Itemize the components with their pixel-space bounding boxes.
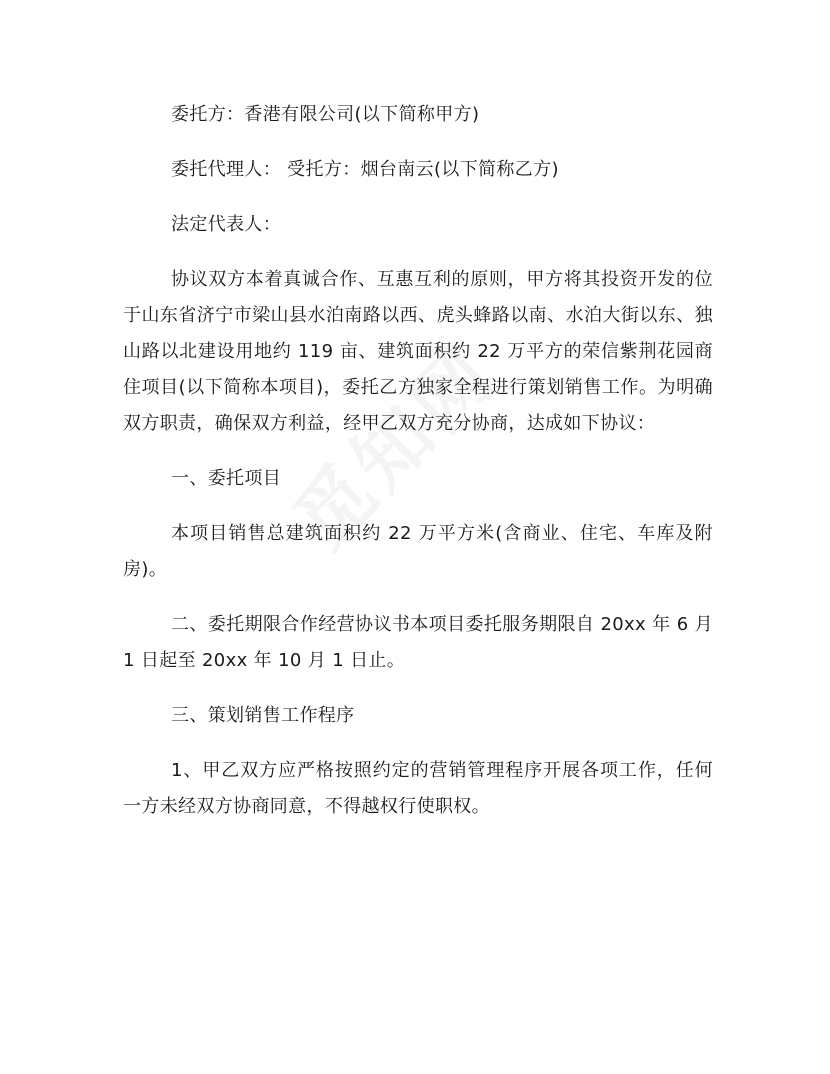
entrustment-period-paragraph: 二、委托期限合作经营协议书本项目委托服务期限自 20xx 年 6 月 1 日起至 20xx 年 10 月 1 日止。 <box>123 614 713 671</box>
document-body <box>123 97 713 844</box>
section-heading-entrusted-project: 一、委托项目 <box>171 468 282 489</box>
agreement-intro-paragraph: 协议双方本着真诚合作、互惠互利的原则，甲方将其投资开发的位于山东省济宁市梁山县水泊南路以西、虎头蜂路以南、水泊大街以东、独山路以北建设用地约 119 亩、建筑面积约 22 万平方的荣信紫荆花园商住项目(以下简称本项目)，委托乙方独家全程进行策划销售工作。为明确双方职责，确保双方利益，经甲乙双方充分协商，达成如下协议： <box>123 269 713 434</box>
procedure-item-1: 1、甲乙双方应严格按照约定的营销管理程序开展各项工作，任何一方未经双方协商同意，不得越权行使职权。 <box>123 760 713 817</box>
project-area-paragraph: 本项目销售总建筑面积约 22 万平方米(含商业、住宅、车库及附房)。 <box>123 523 713 580</box>
agent-line: 委托代理人： 受托方：烟台南云(以下简称乙方) <box>171 159 559 180</box>
legal-representative-line: 法定代表人： <box>171 214 282 235</box>
section-heading-sales-procedure: 三、策划销售工作程序 <box>171 705 355 726</box>
principal-line: 委托方：香港有限公司(以下简称甲方) <box>171 104 480 125</box>
